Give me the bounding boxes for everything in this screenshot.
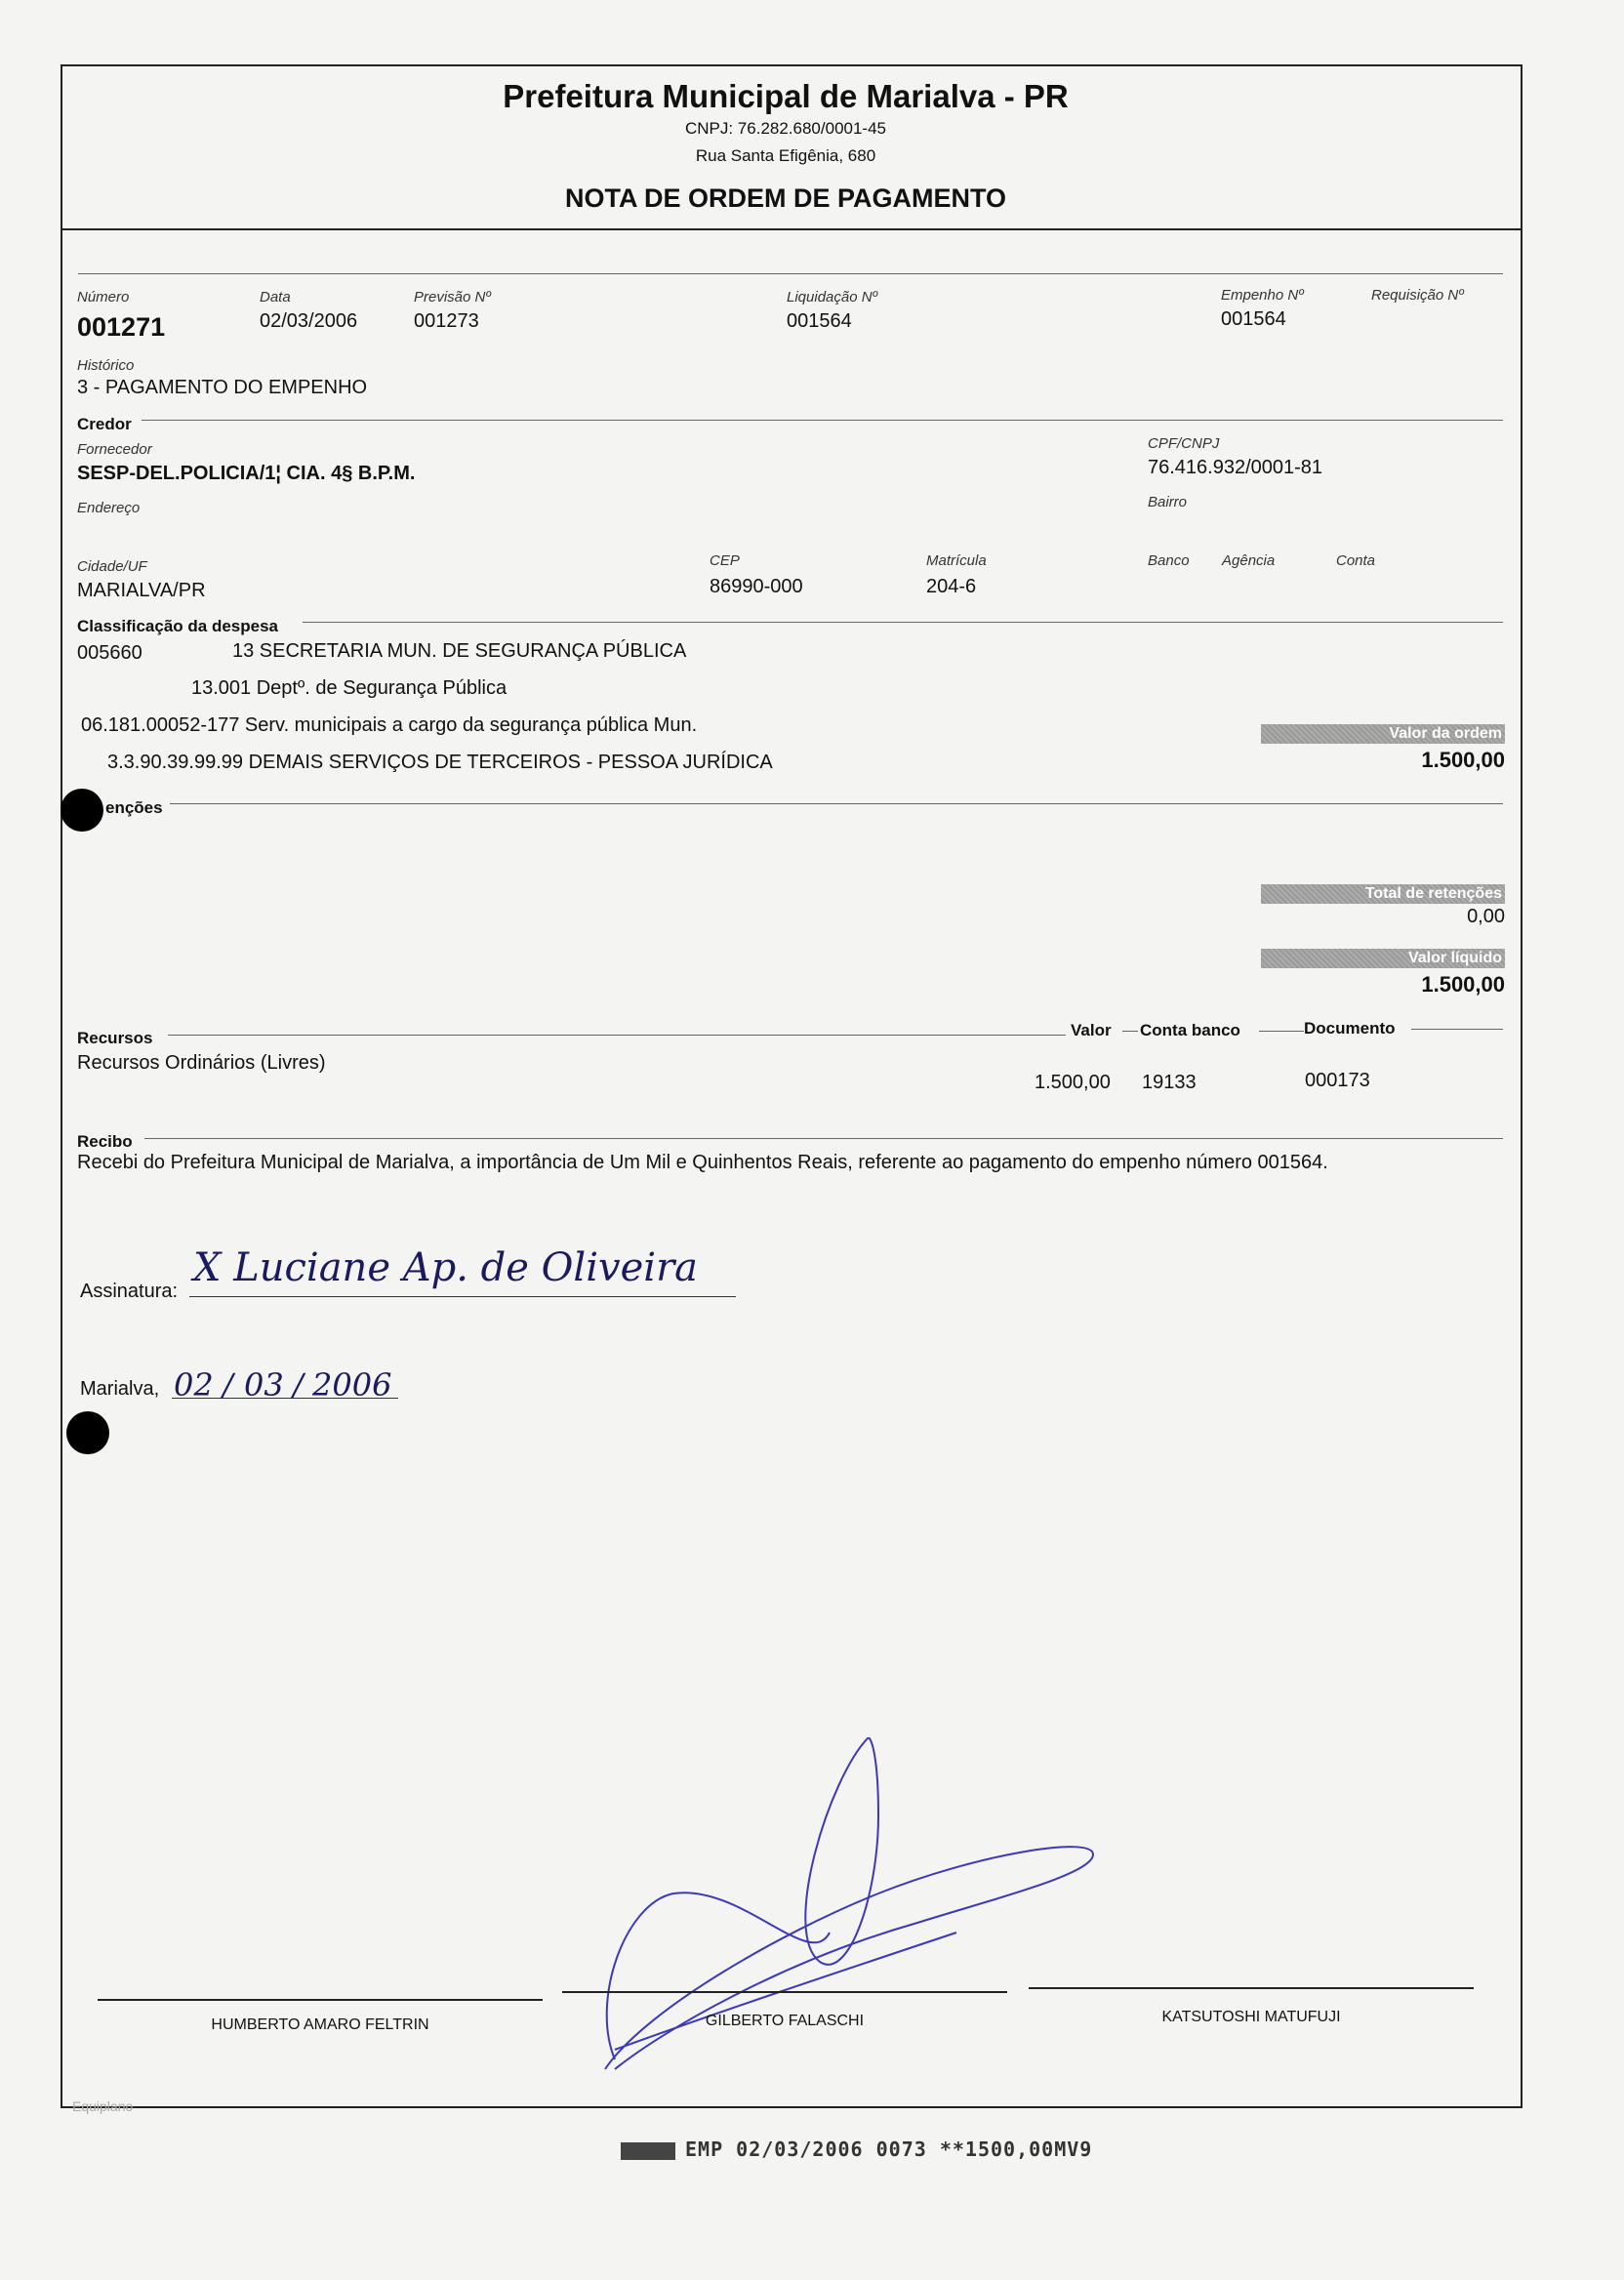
recursos-conta-label: Conta banco	[1140, 1021, 1240, 1039]
cpf-value: 76.416.932/0001-81	[1148, 457, 1323, 478]
historico-label: Histórico	[77, 357, 135, 374]
cep-label: CEP	[710, 552, 740, 569]
numero-label: Número	[77, 289, 130, 305]
classificacao-line2: 13.001 Deptº. de Segurança Pública	[191, 677, 508, 699]
cidade-value: MARIALVA/PR	[77, 580, 206, 601]
recursos-section: Recursos	[77, 1029, 153, 1047]
header-title: Prefeitura Municipal de Marialva - PR	[503, 78, 1069, 114]
total-retencoes-value: 0,00	[1467, 906, 1505, 927]
local-label: Marialva,	[80, 1378, 160, 1400]
classificacao-code: 005660	[77, 642, 142, 664]
stamp-text: EMP 02/03/2006 0073 **1500,00MV9	[685, 2138, 1093, 2161]
classificacao-line3: 06.181.00052-177 Serv. municipais a cargo da segurança pública Mun.	[81, 714, 698, 736]
recursos-documento: 000173	[1305, 1070, 1370, 1091]
valor-liquido-value: 1.500,00	[1421, 972, 1505, 997]
assinatura-line	[189, 1296, 736, 1297]
valor-liquido-bar: Valor líquido	[1261, 949, 1505, 968]
recibo-divider	[144, 1138, 1503, 1139]
stamp-mark-icon	[621, 2142, 675, 2160]
recursos-divider-4	[1411, 1029, 1503, 1030]
signatory-2: GILBERTO FALASCHI	[705, 2013, 865, 2029]
date-sep-2: /	[293, 1366, 304, 1404]
header-cnpj: CNPJ: 76.282.680/0001-45	[684, 119, 887, 138]
footer-stamp	[621, 2138, 1092, 2161]
header-separator	[61, 228, 1521, 230]
date-month: 03	[244, 1366, 284, 1404]
signatory-3: KATSUTOSHI MATUFUJI	[1161, 2009, 1341, 2025]
recursos-desc: Recursos Ordinários (Livres)	[77, 1052, 326, 1074]
valor-ordem-value: 1.500,00	[1421, 748, 1505, 772]
fornecedor-label: Fornecedor	[77, 441, 152, 458]
top-divider	[78, 273, 1503, 274]
footer-brand: Equiplano	[72, 2098, 134, 2114]
cep-value: 86990-000	[710, 576, 803, 597]
liquidacao-value: 001564	[787, 310, 852, 332]
historico-value: 3 - PAGAMENTO DO EMPENHO	[77, 377, 368, 398]
credor-section: Credor	[77, 415, 132, 433]
signatory-line-2	[562, 1991, 1007, 1993]
agencia-label: Agência	[1222, 552, 1276, 569]
previsao-label: Previsão Nº	[414, 289, 491, 305]
recursos-documento-label: Documento	[1304, 1019, 1396, 1038]
recursos-conta-banco: 19133	[1142, 1072, 1197, 1093]
data-label: Data	[260, 289, 291, 305]
assinatura-label: Assinatura:	[80, 1281, 179, 1302]
endereco-label: Endereço	[77, 500, 141, 516]
previsao-value: 001273	[414, 310, 479, 332]
punch-hole	[61, 789, 103, 832]
retencoes-section: enções	[105, 798, 163, 817]
retencoes-divider	[170, 803, 1503, 804]
classificacao-section: Classificação da despesa	[77, 617, 279, 635]
cpf-label: CPF/CNPJ	[1148, 435, 1220, 452]
classificacao-divider	[303, 622, 1503, 623]
date-year: 2006	[312, 1366, 392, 1404]
bairro-label: Bairro	[1148, 494, 1188, 510]
matricula-value: 204-6	[926, 576, 977, 597]
requisicao-label: Requisição Nº	[1371, 287, 1464, 304]
recursos-divider	[168, 1035, 1066, 1036]
recursos-divider-2	[1122, 1031, 1138, 1032]
valor-ordem-bar: Valor da ordem	[1261, 724, 1505, 744]
signature-scribble	[586, 1737, 1132, 2089]
date-day: 02	[174, 1366, 214, 1404]
date-sep-1: /	[223, 1366, 233, 1404]
assinatura-handwriting: X Luciane Ap. de Oliveira	[193, 1245, 699, 1290]
classificacao-line1: 13 SECRETARIA MUN. DE SEGURANÇA PÚBLICA	[232, 640, 687, 662]
signatory-line-1	[98, 1999, 543, 2001]
conta-label: Conta	[1336, 552, 1376, 569]
punch-hole-2	[66, 1411, 109, 1454]
empenho-label: Empenho Nº	[1221, 287, 1304, 304]
fornecedor-value: SESP-DEL.POLICIA/1¦ CIA. 4§ B.P.M.	[77, 463, 416, 484]
cidade-label: Cidade/UF	[77, 558, 147, 575]
classificacao-line4: 3.3.90.39.99.99 DEMAIS SERVIÇOS DE TERCEIROS - PESSOA JURÍDICA	[107, 752, 773, 773]
total-retencoes-bar: Total de retenções	[1261, 884, 1505, 904]
numero-value: 001271	[77, 312, 166, 342]
recursos-divider-3	[1259, 1031, 1304, 1032]
recursos-valor: 1.500,00	[1035, 1072, 1111, 1093]
document-title: NOTA DE ORDEM DE PAGAMENTO	[564, 183, 1006, 213]
credor-divider	[142, 420, 1503, 421]
data-value: 02/03/2006	[260, 310, 358, 332]
header-address: Rua Santa Efigênia, 680	[695, 146, 876, 165]
matricula-label: Matrícula	[926, 552, 987, 569]
signatory-line-3	[1029, 1987, 1474, 1989]
signatory-1: HUMBERTO AMARO FELTRIN	[211, 2016, 429, 2033]
empenho-value: 001564	[1221, 308, 1286, 330]
recursos-valor-label: Valor	[1071, 1021, 1112, 1039]
recibo-section: Recibo	[77, 1132, 133, 1151]
recibo-text: Recebi do Prefeitura Municipal de Marialva, a importância de Um Mil e Quinhentos Reais, referente ao pagamento do empenho número 001564.	[77, 1152, 1328, 1173]
banco-label: Banco	[1148, 552, 1190, 569]
liquidacao-label: Liquidação Nº	[787, 289, 878, 305]
